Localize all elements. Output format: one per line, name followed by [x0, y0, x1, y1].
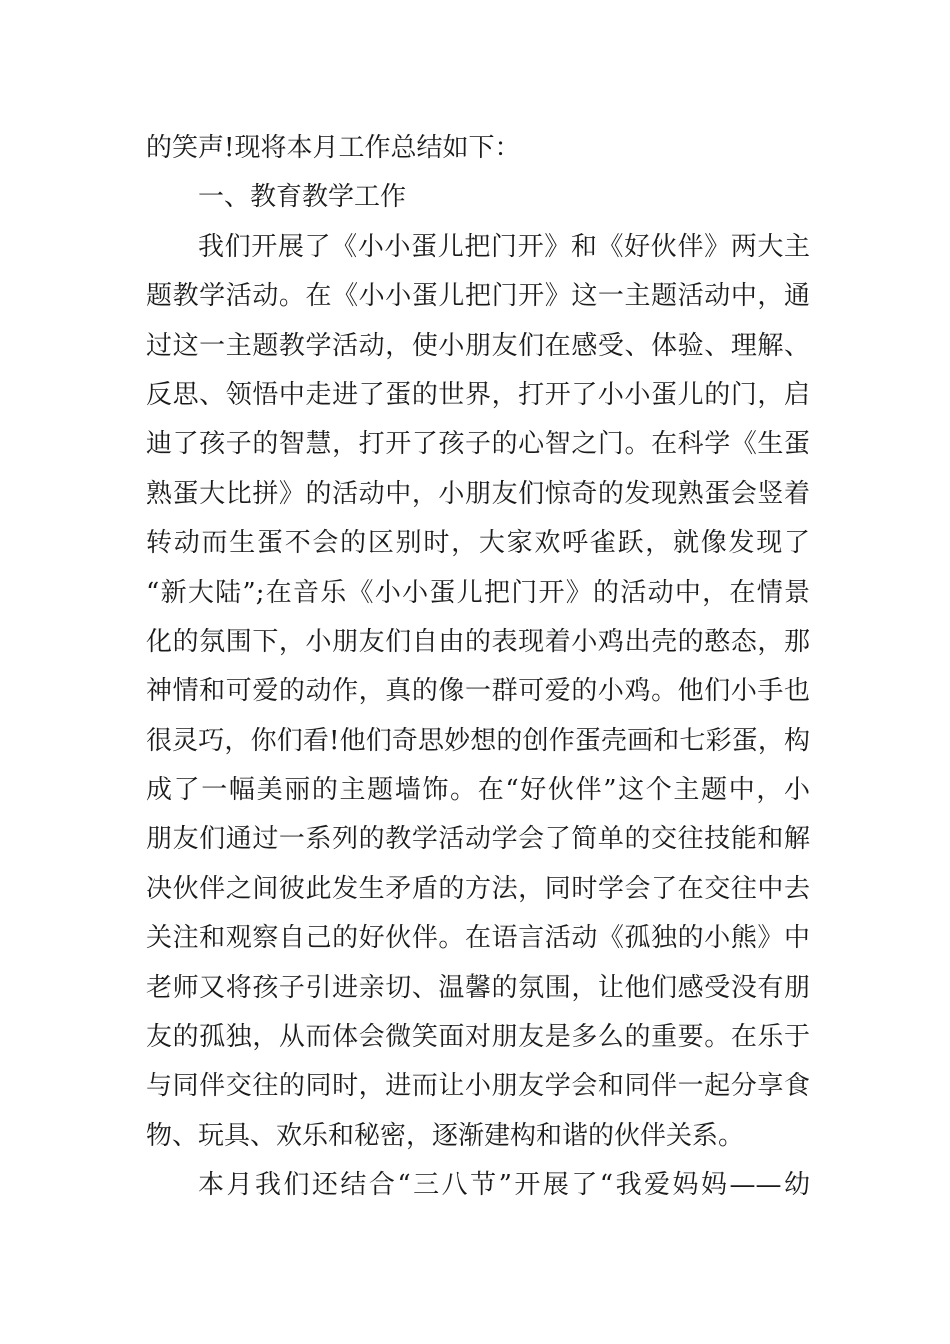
paragraph-line: 本月我们还结合“三八节”开展了“我爱妈妈——幼 [198, 1170, 810, 1201]
paragraph-line: “新大陆”;在音乐《小小蛋儿把门开》的活动中，在情景 [146, 577, 810, 608]
paragraph-line: 很灵巧，你们看!他们奇思妙想的创作蛋壳画和七彩蛋，构 [146, 725, 810, 756]
paragraph-line: 过这一主题教学活动，使小朋友们在感受、体验、理解、 [146, 330, 810, 361]
paragraph-womens-day [146, 1161, 810, 1210]
paragraph-line: 反思、领悟中走进了蛋的世界，打开了小小蛋儿的门，启 [146, 379, 810, 410]
paragraph-line: 友的孤独，从而体会微笑面对朋友是多么的重要。在乐于 [146, 1022, 810, 1053]
paragraph-line: 化的氛围下，小朋友们自由的表现着小鸡出壳的憨态，那 [146, 626, 810, 657]
opening-line: 的笑声!现将本月工作总结如下： [146, 133, 521, 163]
paragraph-activities [146, 223, 810, 1161]
paragraph-line: 朋友们通过一系列的教学活动学会了简单的交往技能和解 [146, 824, 810, 855]
paragraph-line: 我们开展了《小小蛋儿把门开》和《好伙伴》两大主 [198, 231, 810, 262]
paragraph-line: 熟蛋大比拼》的活动中，小朋友们惊奇的发现熟蛋会竖着 [146, 478, 810, 509]
paragraph-line: 决伙伴之间彼此发生矛盾的方法，同时学会了在交往中去 [146, 873, 810, 904]
paragraph-line: 迪了孩子的智慧，打开了孩子的心智之门。在科学《生蛋 [146, 429, 810, 460]
paragraph-line: 关注和观察自己的好伙伴。在语言活动《孤独的小熊》中 [146, 923, 810, 954]
paragraph-line: 老师又将孩子引进亲切、温馨的氛围，让他们感受没有朋 [146, 972, 810, 1003]
paragraph-line: 转动而生蛋不会的区别时，大家欢呼雀跃，就像发现了 [146, 528, 810, 559]
paragraph-line: 成了一幅美丽的主题墙饰。在“好伙伴”这个主题中，小 [146, 775, 810, 806]
paragraph-line: 题教学活动。在《小小蛋儿把门开》这一主题活动中，通 [146, 281, 810, 312]
paragraph-line: 神情和可爱的动作，真的像一群可爱的小鸡。他们小手也 [146, 676, 810, 707]
document-body [146, 124, 810, 1211]
section-heading: 一、教育教学工作 [198, 182, 407, 213]
paragraph-line: 物、玩具、欢乐和秘密，逐渐建构和谐的伙伴关系。 [146, 1120, 745, 1151]
paragraph-line: 与同伴交往的同时，进而让小朋友学会和同伴一起分享食 [146, 1071, 810, 1102]
